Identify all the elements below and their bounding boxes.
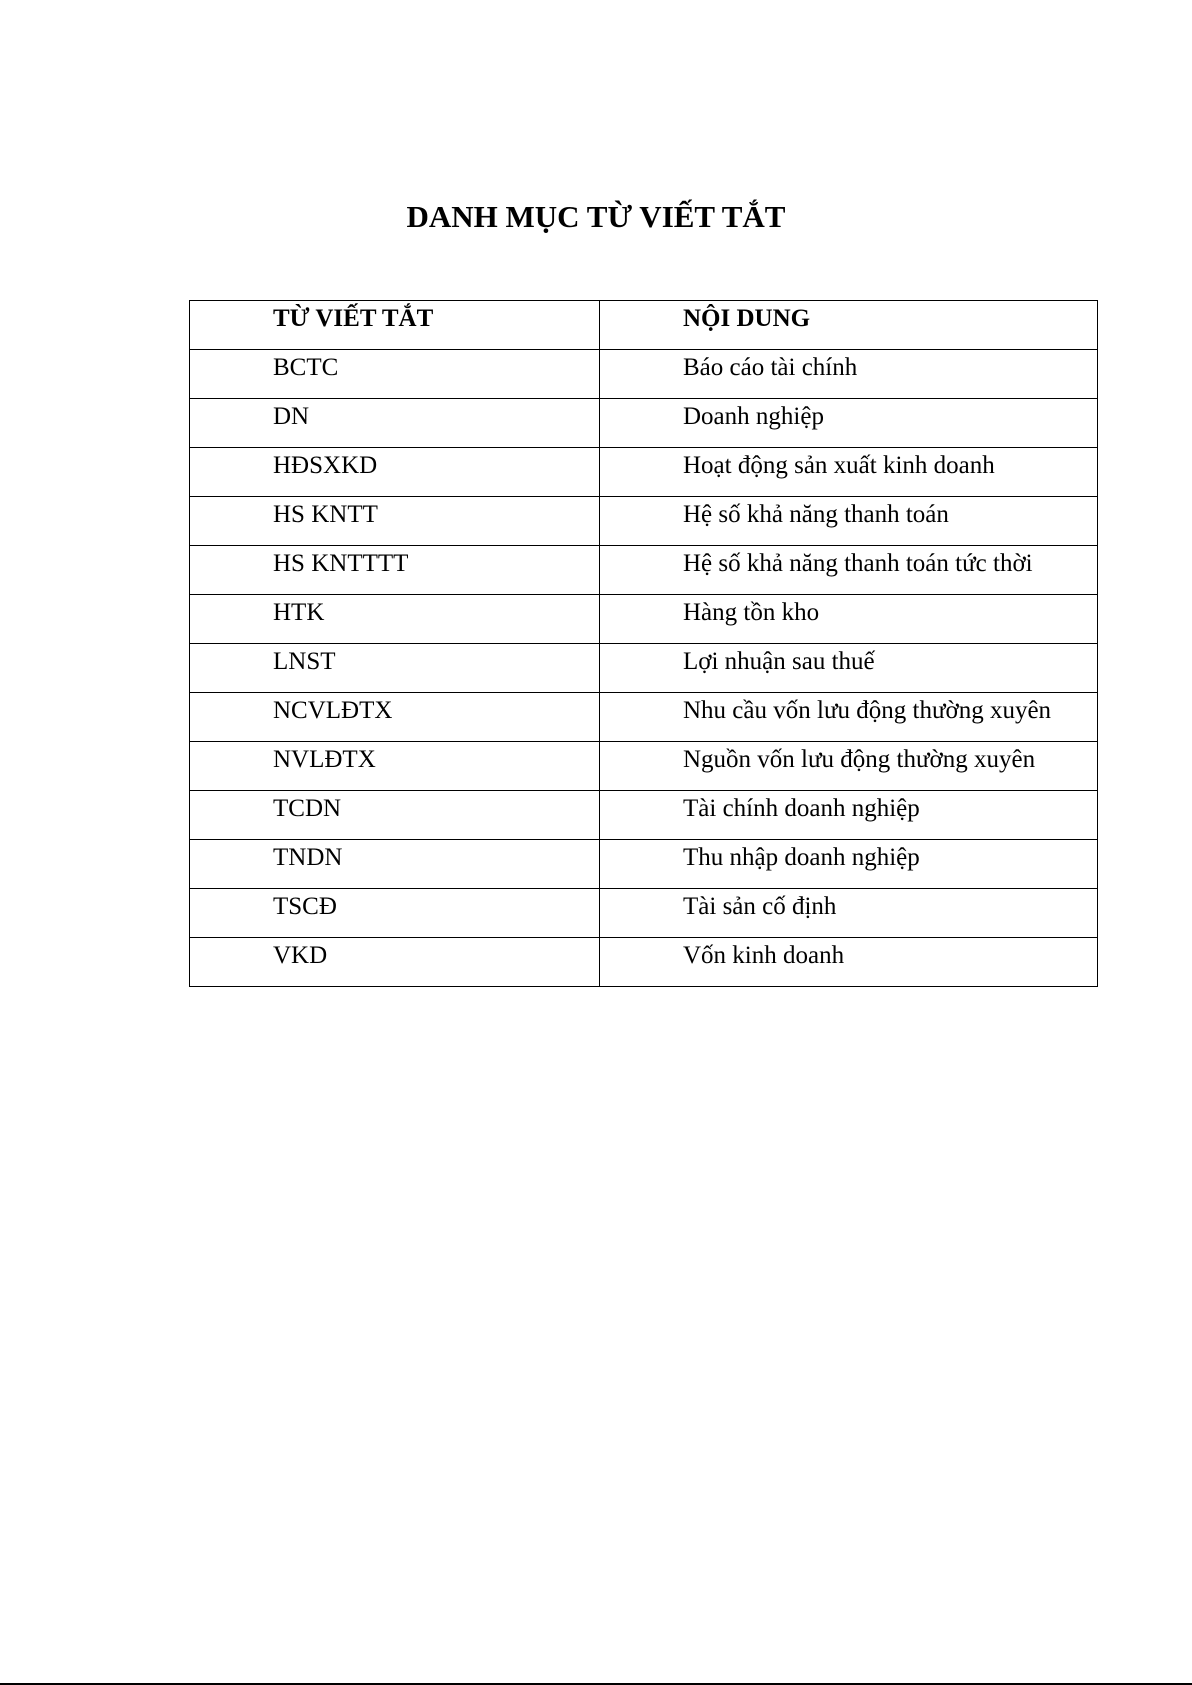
table-header-row <box>190 301 1098 350</box>
abbreviation-cell: LNST <box>190 644 600 693</box>
abbreviation-cell: NCVLĐTX <box>190 693 600 742</box>
table-row <box>190 742 1098 791</box>
page-title: DANH MỤC TỪ VIẾT TẮT <box>406 199 786 234</box>
meaning-cell: Hệ số khả năng thanh toán <box>600 497 1098 546</box>
meaning-cell: Vốn kinh doanh <box>600 938 1098 987</box>
abbreviation-cell: TNDN <box>190 840 600 889</box>
table-row <box>190 791 1098 840</box>
table-row <box>190 399 1098 448</box>
table-row <box>190 497 1098 546</box>
abbreviation-cell: HTK <box>190 595 600 644</box>
meaning-cell: Nhu cầu vốn lưu động thường xuyên <box>600 693 1098 742</box>
table-row <box>190 448 1098 497</box>
abbreviation-cell: TSCĐ <box>190 889 600 938</box>
column-header-abbreviation: TỪ VIẾT TẮT <box>190 301 600 350</box>
column-header-meaning: NỘI DUNG <box>600 301 1098 350</box>
meaning-cell: Hàng tồn kho <box>600 595 1098 644</box>
meaning-cell: Thu nhập doanh nghiệp <box>600 840 1098 889</box>
table-row <box>190 938 1098 987</box>
table-row <box>190 546 1098 595</box>
table-row <box>190 350 1098 399</box>
meaning-cell: Tài sản cố định <box>600 889 1098 938</box>
abbreviation-cell: HĐSXKD <box>190 448 600 497</box>
meaning-cell: Hoạt động sản xuất kinh doanh <box>600 448 1098 497</box>
meaning-cell: Doanh nghiệp <box>600 399 1098 448</box>
abbreviation-cell: TCDN <box>190 791 600 840</box>
table-row <box>190 644 1098 693</box>
table-row <box>190 595 1098 644</box>
meaning-cell: Lợi nhuận sau thuế <box>600 644 1098 693</box>
abbreviation-cell: HS KNTTTT <box>190 546 600 595</box>
abbreviation-cell: VKD <box>190 938 600 987</box>
table-row <box>190 889 1098 938</box>
table-row <box>190 693 1098 742</box>
abbreviation-cell: NVLĐTX <box>190 742 600 791</box>
table-row <box>190 840 1098 889</box>
meaning-cell: Tài chính doanh nghiệp <box>600 791 1098 840</box>
abbreviation-cell: BCTC <box>190 350 600 399</box>
meaning-cell: Hệ số khả năng thanh toán tức thời <box>600 546 1098 595</box>
abbreviation-cell: HS KNTT <box>190 497 600 546</box>
meaning-cell: Báo cáo tài chính <box>600 350 1098 399</box>
abbreviation-cell: DN <box>190 399 600 448</box>
meaning-cell: Nguồn vốn lưu động thường xuyên <box>600 742 1098 791</box>
abbreviation-table <box>189 300 1098 987</box>
